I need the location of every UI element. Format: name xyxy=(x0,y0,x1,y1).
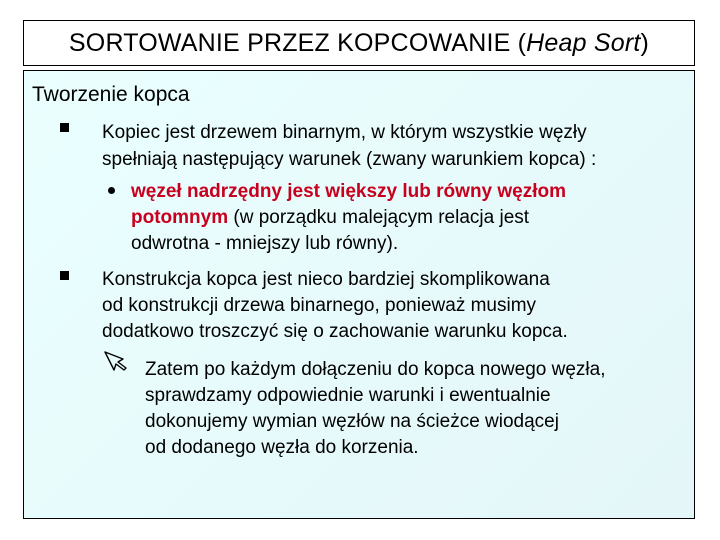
bullet2-line3: dodatkowo troszczyć się o zachowanie warunku kopca. xyxy=(102,321,568,342)
arrow-point-line3: dokonujemy wymian węzłów na ścieżce wiodącej xyxy=(145,411,559,432)
sub-bullet-line2 xyxy=(131,205,529,231)
sub-bullet-bold-1: węzeł nadrzędny jest większy lub równy węzłom xyxy=(131,181,567,202)
title-end: ) xyxy=(640,28,650,57)
outline-arrow-icon xyxy=(102,349,128,373)
bullet1-line2: spełniają następujący warunek (zwany warunkiem kopca) : xyxy=(102,149,597,170)
square-bullet-icon xyxy=(60,123,69,132)
sub-bullet-rest: (w porządku malejącym relacja jest xyxy=(228,207,530,228)
bullet1-line1: Kopiec jest drzewem binarnym, w którym wszystkie węzły xyxy=(102,122,587,143)
content-panel xyxy=(23,70,695,519)
arrow-point-line4: od dodanego węzła do korzenia. xyxy=(145,437,419,458)
title-italic: Heap Sort xyxy=(526,28,641,57)
title-main: SORTOWANIE PRZEZ KOPCOWANIE ( xyxy=(68,28,527,57)
section-heading: Tworzenie kopca xyxy=(32,83,190,106)
sub-bullet-line1 xyxy=(131,179,566,205)
bullet2-line2: od konstrukcji drzewa binarnego, ponieważ musimy xyxy=(102,295,537,316)
square-bullet-icon xyxy=(60,271,69,280)
slide-title xyxy=(23,20,695,66)
round-bullet-icon xyxy=(108,187,115,194)
arrow-point-line1: Zatem po każdym dołączeniu do kopca nowego węzła, xyxy=(145,359,606,380)
sub-bullet-bold-2: potomnym xyxy=(131,207,229,228)
bullet2-line1: Konstrukcja kopca jest nieco bardziej skomplikowana xyxy=(102,269,550,290)
sub-bullet-line3: odwrotna - mniejszy lub równy). xyxy=(131,233,399,254)
arrow-point-line2: sprawdzamy odpowiednie warunki i ewentualnie xyxy=(145,385,551,406)
